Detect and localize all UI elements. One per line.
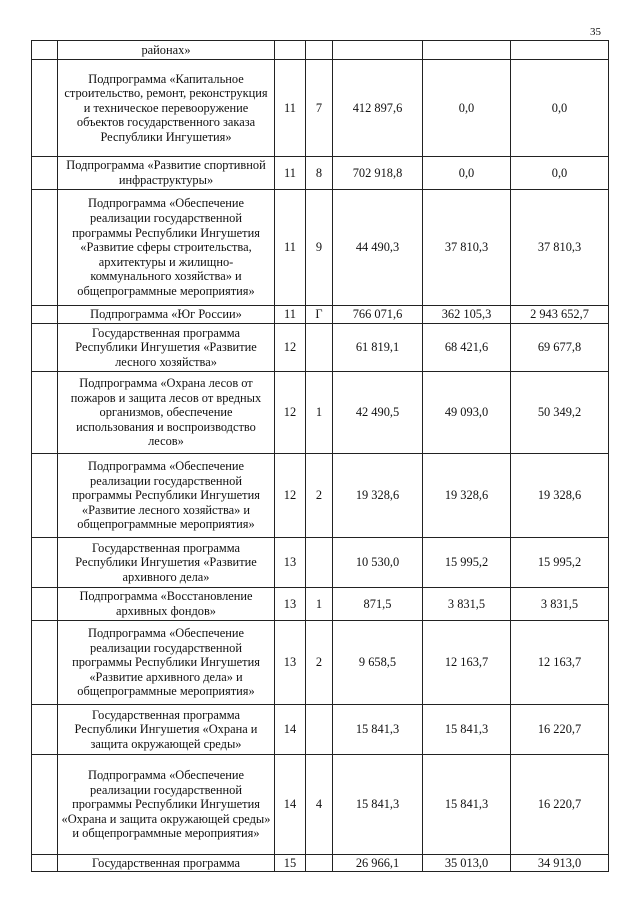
code2-cell: Г: [306, 306, 333, 324]
value1-cell: 15 841,3: [333, 705, 423, 755]
code2-cell: [306, 324, 333, 372]
row-blank-cell: [32, 306, 58, 324]
code2-cell: [306, 538, 333, 588]
value2-cell: [423, 41, 511, 60]
table-row: [32, 41, 609, 60]
row-blank-cell: [32, 41, 58, 60]
code1-cell: 11: [275, 60, 306, 157]
value3-cell: 69 677,8: [511, 324, 609, 372]
row-blank-cell: [32, 60, 58, 157]
code1-cell: 13: [275, 588, 306, 621]
row-blank-cell: [32, 855, 58, 872]
table-row: [32, 855, 609, 872]
table-row: [32, 454, 609, 538]
value1-cell: 61 819,1: [333, 324, 423, 372]
row-blank-cell: [32, 372, 58, 454]
row-blank-cell: [32, 588, 58, 621]
value1-cell: [333, 41, 423, 60]
program-name-cell: Подпрограмма «Обеспечение реализации государственной программы Республики Ингушетия «Развитие лесного хозяйства» и общепрограммные мероприятия»: [58, 454, 275, 538]
code1-cell: [275, 41, 306, 60]
table-row: [32, 372, 609, 454]
budget-table: [31, 40, 609, 872]
value3-cell: 16 220,7: [511, 755, 609, 855]
code2-cell: 2: [306, 454, 333, 538]
value1-cell: 42 490,5: [333, 372, 423, 454]
value2-cell: 37 810,3: [423, 190, 511, 306]
program-name-cell: Подпрограмма «Развитие спортивной инфраструктуры»: [58, 157, 275, 190]
value3-cell: 37 810,3: [511, 190, 609, 306]
value1-cell: 766 071,6: [333, 306, 423, 324]
value3-cell: 34 913,0: [511, 855, 609, 872]
code1-cell: 13: [275, 538, 306, 588]
value3-cell: 12 163,7: [511, 621, 609, 705]
row-blank-cell: [32, 621, 58, 705]
value3-cell: 16 220,7: [511, 705, 609, 755]
row-blank-cell: [32, 190, 58, 306]
value3-cell: 2 943 652,7: [511, 306, 609, 324]
value2-cell: 15 995,2: [423, 538, 511, 588]
code2-cell: [306, 855, 333, 872]
row-blank-cell: [32, 157, 58, 190]
row-blank-cell: [32, 454, 58, 538]
code2-cell: [306, 41, 333, 60]
value3-cell: [511, 41, 609, 60]
value3-cell: 0,0: [511, 60, 609, 157]
program-name-cell: Государственная программа Республики Ингушетия «Развитие архивного дела»: [58, 538, 275, 588]
value2-cell: 0,0: [423, 157, 511, 190]
value2-cell: 362 105,3: [423, 306, 511, 324]
program-name-cell: Государственная программа Республики Ингушетия «Развитие лесного хозяйства»: [58, 324, 275, 372]
program-name-cell: Подпрограмма «Обеспечение реализации государственной программы Республики Ингушетия «Развитие архивного дела» и общепрограммные мероприятия»: [58, 621, 275, 705]
value2-cell: 19 328,6: [423, 454, 511, 538]
code1-cell: 12: [275, 324, 306, 372]
table-row: [32, 538, 609, 588]
value3-cell: 3 831,5: [511, 588, 609, 621]
value3-cell: 19 328,6: [511, 454, 609, 538]
value1-cell: 871,5: [333, 588, 423, 621]
table-row: [32, 755, 609, 855]
table-row: [32, 705, 609, 755]
value2-cell: 35 013,0: [423, 855, 511, 872]
code1-cell: 11: [275, 190, 306, 306]
program-name-cell: Подпрограмма «Капитальное строительство, ремонт, реконструкция и техническое перевооружение объектов государственного заказа Республики Ингушетия»: [58, 60, 275, 157]
row-blank-cell: [32, 705, 58, 755]
code2-cell: 1: [306, 372, 333, 454]
code1-cell: 14: [275, 755, 306, 855]
program-name-cell: Государственная программа Республики Ингушетия «Охрана и защита окружающей среды»: [58, 705, 275, 755]
table-row: [32, 621, 609, 705]
program-name-cell: Государственная программа: [58, 855, 275, 872]
code2-cell: 9: [306, 190, 333, 306]
value2-cell: 68 421,6: [423, 324, 511, 372]
value2-cell: 3 831,5: [423, 588, 511, 621]
code2-cell: [306, 705, 333, 755]
value1-cell: 19 328,6: [333, 454, 423, 538]
value1-cell: 412 897,6: [333, 60, 423, 157]
value1-cell: 26 966,1: [333, 855, 423, 872]
code2-cell: 2: [306, 621, 333, 705]
row-blank-cell: [32, 324, 58, 372]
value2-cell: 0,0: [423, 60, 511, 157]
code1-cell: 15: [275, 855, 306, 872]
code1-cell: 11: [275, 157, 306, 190]
code2-cell: 8: [306, 157, 333, 190]
value2-cell: 49 093,0: [423, 372, 511, 454]
table-row: [32, 157, 609, 190]
value3-cell: 0,0: [511, 157, 609, 190]
table-row: [32, 190, 609, 306]
table-row: [32, 588, 609, 621]
program-name-cell: районах»: [58, 41, 275, 60]
value3-cell: 50 349,2: [511, 372, 609, 454]
code1-cell: 13: [275, 621, 306, 705]
program-name-cell: Подпрограмма «Обеспечение реализации государственной программы Республики Ингушетия «Развитие сферы строительства, архитектуры и жилищно-коммунального хозяйства» и общепрограммные мероприятия»: [58, 190, 275, 306]
value2-cell: 12 163,7: [423, 621, 511, 705]
code2-cell: 7: [306, 60, 333, 157]
table-row: [32, 324, 609, 372]
value1-cell: 9 658,5: [333, 621, 423, 705]
row-blank-cell: [32, 538, 58, 588]
value2-cell: 15 841,3: [423, 705, 511, 755]
code1-cell: 12: [275, 372, 306, 454]
code1-cell: 11: [275, 306, 306, 324]
value1-cell: 44 490,3: [333, 190, 423, 306]
page-number: 35: [590, 26, 601, 38]
value3-cell: 15 995,2: [511, 538, 609, 588]
program-name-cell: Подпрограмма «Охрана лесов от пожаров и защита лесов от вредных организмов, обеспечение использования и воспроизводство лесов»: [58, 372, 275, 454]
code2-cell: 4: [306, 755, 333, 855]
value1-cell: 10 530,0: [333, 538, 423, 588]
value2-cell: 15 841,3: [423, 755, 511, 855]
value1-cell: 702 918,8: [333, 157, 423, 190]
table-row: [32, 306, 609, 324]
program-name-cell: Подпрограмма «Юг России»: [58, 306, 275, 324]
program-name-cell: Подпрограмма «Обеспечение реализации государственной программы Республики Ингушетия «Охрана и защита окружающей среды» и общепрограммные мероприятия»: [58, 755, 275, 855]
value1-cell: 15 841,3: [333, 755, 423, 855]
row-blank-cell: [32, 755, 58, 855]
table-row: [32, 60, 609, 157]
program-name-cell: Подпрограмма «Восстановление архивных фондов»: [58, 588, 275, 621]
code1-cell: 14: [275, 705, 306, 755]
code1-cell: 12: [275, 454, 306, 538]
code2-cell: 1: [306, 588, 333, 621]
